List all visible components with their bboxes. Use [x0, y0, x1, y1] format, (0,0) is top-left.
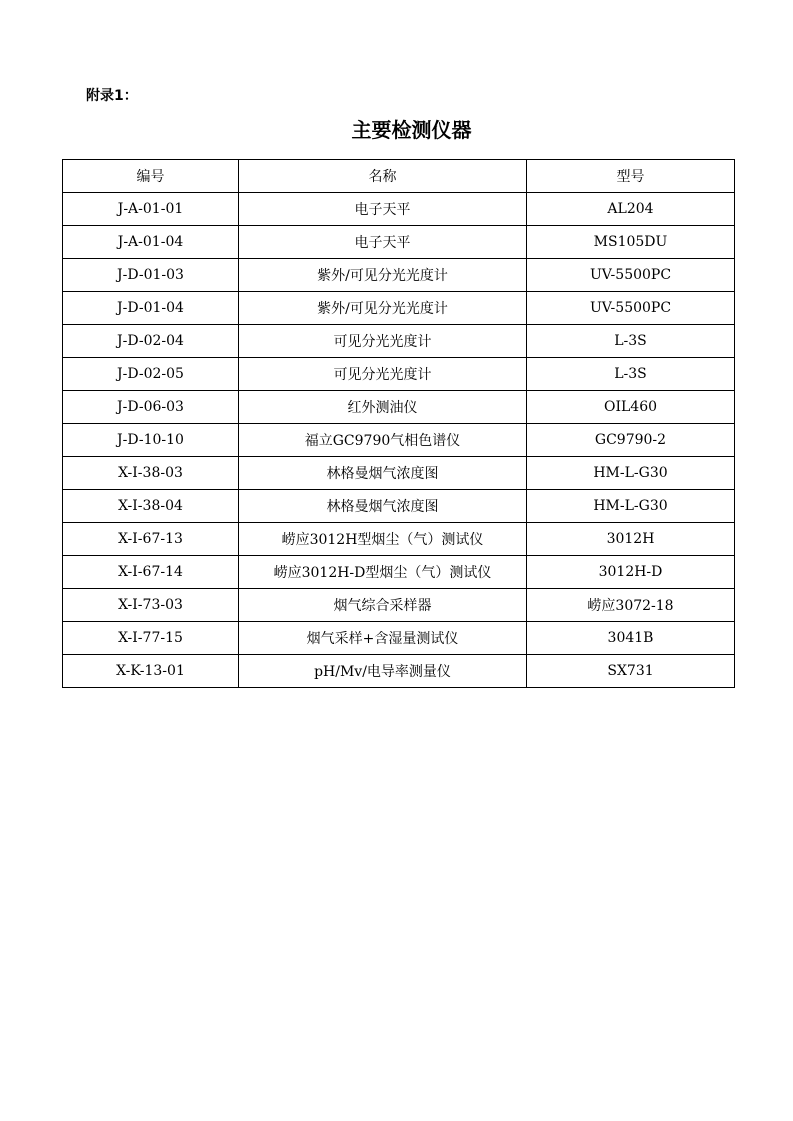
- table-row: [63, 259, 735, 292]
- cell-name: pH/Mv/电导率测量仪: [239, 655, 527, 688]
- cell-name: 崂应3012H型烟尘（气）测试仪: [239, 523, 527, 556]
- cell-name: 电子天平: [239, 193, 527, 226]
- cell-id: J-D-06-03: [63, 391, 239, 424]
- cell-id: J-D-10-10: [63, 424, 239, 457]
- cell-name: 烟气采样+含湿量测试仪: [239, 622, 527, 655]
- cell-name: 林格曼烟气浓度图: [239, 457, 527, 490]
- cell-model: MS105DU: [527, 226, 735, 259]
- cell-model: L-3S: [527, 325, 735, 358]
- table-row: [63, 556, 735, 589]
- cell-model: SX731: [527, 655, 735, 688]
- cell-id: J-A-01-04: [63, 226, 239, 259]
- cell-model: HM-L-G30: [527, 490, 735, 523]
- cell-name: 可见分光光度计: [239, 325, 527, 358]
- cell-id: X-K-13-01: [63, 655, 239, 688]
- cell-model: 3012H: [527, 523, 735, 556]
- cell-model: GC9790-2: [527, 424, 735, 457]
- cell-name: 林格曼烟气浓度图: [239, 490, 527, 523]
- cell-model: HM-L-G30: [527, 457, 735, 490]
- cell-id: X-I-77-15: [63, 622, 239, 655]
- table-row: [63, 622, 735, 655]
- cell-id: X-I-67-14: [63, 556, 239, 589]
- cell-model: OIL460: [527, 391, 735, 424]
- table-row: [63, 391, 735, 424]
- cell-id: J-A-01-01: [63, 193, 239, 226]
- table-row: [63, 589, 735, 622]
- header-id: 编号: [63, 160, 239, 193]
- cell-name: 红外测油仪: [239, 391, 527, 424]
- table-row: [63, 325, 735, 358]
- cell-id: X-I-73-03: [63, 589, 239, 622]
- cell-model: 3012H-D: [527, 556, 735, 589]
- cell-id: X-I-38-04: [63, 490, 239, 523]
- table-row: [63, 655, 735, 688]
- cell-id: J-D-02-05: [63, 358, 239, 391]
- table-row: [63, 226, 735, 259]
- table-row: [63, 424, 735, 457]
- cell-name: 烟气综合采样器: [239, 589, 527, 622]
- appendix-label: 附录1：: [86, 88, 138, 104]
- cell-model: 3041B: [527, 622, 735, 655]
- cell-id: J-D-02-04: [63, 325, 239, 358]
- table-row: [63, 523, 735, 556]
- instrument-table: [62, 159, 735, 688]
- table-row: [63, 193, 735, 226]
- cell-name: 紫外/可见分光光度计: [239, 259, 527, 292]
- table-header-row: [63, 160, 735, 193]
- page-title: 主要检测仪器: [351, 118, 472, 142]
- cell-model: 崂应3072-18: [527, 589, 735, 622]
- cell-name: 电子天平: [239, 226, 527, 259]
- cell-model: L-3S: [527, 358, 735, 391]
- cell-id: J-D-01-04: [63, 292, 239, 325]
- cell-id: J-D-01-03: [63, 259, 239, 292]
- table-row: [63, 490, 735, 523]
- table-row: [63, 358, 735, 391]
- header-name: 名称: [239, 160, 527, 193]
- cell-model: UV-5500PC: [527, 259, 735, 292]
- cell-id: X-I-67-13: [63, 523, 239, 556]
- cell-id: X-I-38-03: [63, 457, 239, 490]
- cell-name: 福立GC9790气相色谱仪: [239, 424, 527, 457]
- header-model: 型号: [527, 160, 735, 193]
- cell-model: UV-5500PC: [527, 292, 735, 325]
- cell-model: AL204: [527, 193, 735, 226]
- table-row: [63, 457, 735, 490]
- cell-name: 崂应3012H-D型烟尘（气）测试仪: [239, 556, 527, 589]
- table-row: [63, 292, 735, 325]
- cell-name: 紫外/可见分光光度计: [239, 292, 527, 325]
- cell-name: 可见分光光度计: [239, 358, 527, 391]
